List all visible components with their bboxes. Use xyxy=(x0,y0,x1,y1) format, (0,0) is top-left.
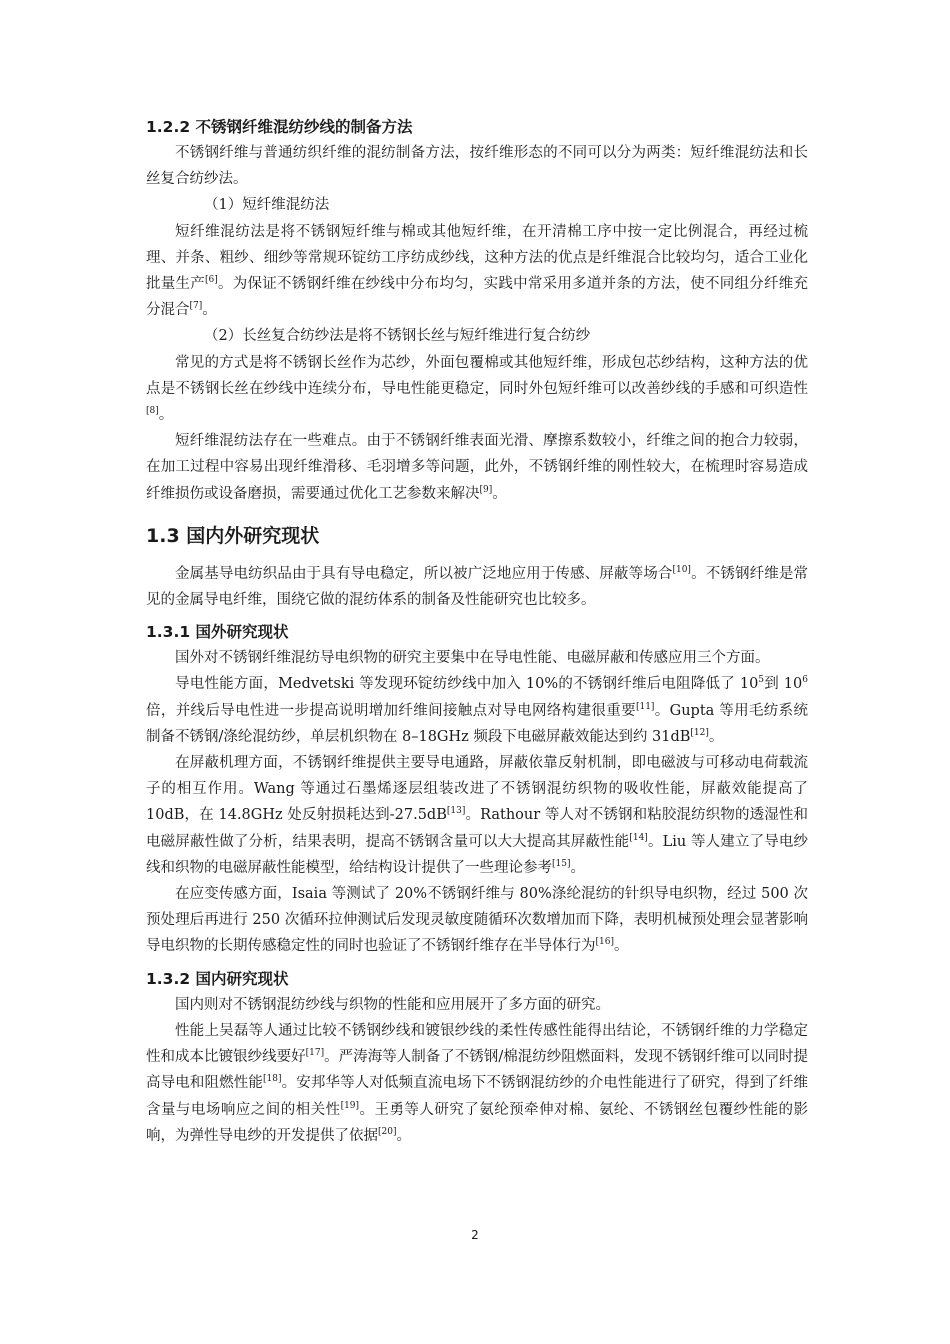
citation: [8] xyxy=(146,406,159,417)
paragraph-text: 。 xyxy=(396,1127,411,1144)
citation: [15] xyxy=(552,859,571,870)
paragraph-text: 金属基导电纺织品由于具有导电稳定，所以被广泛地应用于传感、屏蔽等场合 xyxy=(175,565,673,582)
section-heading-1-3-1: 1.3.1 国外研究现状 xyxy=(146,623,289,642)
paragraph-text: 导电性能方面，Medvetski 等发现环锭纺纱线中加入 10%的不锈钢纤维后电阻降低了 10 xyxy=(175,676,759,693)
paragraph xyxy=(146,428,808,507)
paragraph-text: 短纤维混纺法是将不锈钢短纤维与棉或其他短纤维，在开清棉工序中按一定比例混合，再经过梳理、并条、粗纱、细纱等常规环锭纺工序纺成纱线，这种方法的优点是纤维混合比较均匀，适合工业化批量生产 xyxy=(146,223,808,293)
page-number: 2 xyxy=(471,1228,479,1242)
paragraph-text: 性能上吴磊等人通过比较不锈钢纱线和镀银纱线的柔性传感性能得出结论，不锈钢纤维的力学稳定性和成本比镀银纱线要好 xyxy=(146,1022,808,1066)
paragraph-text: 。王勇等人研究了氨纶预牵伸对棉、氨纶、不锈钢丝包覆纱性能的影响，为弹性导电纱的开发提供了依据 xyxy=(146,1101,809,1144)
paragraph-text: 。 xyxy=(202,302,217,319)
section-heading-1-3-2: 1.3.2 国内研究现状 xyxy=(146,969,289,988)
paragraph-text: 。安邦华等人对低频直流电场下不锈钢混纺纱的介电性能进行了研究，得到了纤维含量与电场响应之间的相关性 xyxy=(146,1075,809,1118)
paragraph xyxy=(146,881,808,960)
paragraph-text: 。 xyxy=(613,938,629,955)
paragraph xyxy=(146,750,808,881)
citation: [6] xyxy=(205,275,218,286)
citation: [7] xyxy=(189,301,203,312)
citation: [10] xyxy=(672,565,691,576)
paragraph-text: 在应变传感方面，Isaia 等测试了 20%不锈钢纤维与 80%涤纶混纺的针织导电织物，经过 500 次预处理后再进行 250 次循环拉伸测试后发现灵敏度随循环次数增加而下降，表明机械预处理会显著影响导电织物的长期传感稳定性的同时也验证了不锈钢纤维存在半导体行为 xyxy=(146,886,808,955)
paragraph-text: 。Liu 等人建立了导电纱线和织物的电磁屏蔽性能模型，给结构设计提供了一些理论参考 xyxy=(146,833,809,876)
paragraph-text: 倍，并线后导电性进一步提高说明增加纤维间接触点对导电网络构建很重要 xyxy=(146,702,636,719)
paragraph-text: 。 xyxy=(492,485,507,502)
paragraph-text: 。 xyxy=(708,728,724,745)
paragraph-text: 。Gupta 等用毛纺系统制备不锈钢/涤纶混纺纱，单层机织物在 8–18GHz 频段下电磁屏蔽效能达到约 31dB xyxy=(146,702,808,745)
exponent: 6 xyxy=(802,675,808,686)
section-heading-1-2-2: 1.2.2 不锈钢纤维混纺纱线的制备方法 xyxy=(146,118,413,136)
paragraph-text: 短纤维混纺法存在一些难点。由于不锈钢纤维表面光滑、摩擦系数较小，纤维之间的抱合力较弱，在加工过程中容易出现纤维滑移、毛羽增多等问题，此外，不锈钢纤维的刚性较大，在梳理时容易造成纤维损伤或设备磨损，需要通过优化工艺参数来解决 xyxy=(146,433,808,502)
paragraph xyxy=(146,1018,808,1149)
citation: [17] xyxy=(305,1048,325,1059)
list-item xyxy=(146,323,808,349)
paragraph: 不锈钢纤维与普通纺织纤维的混纺制备方法，按纤维形态的不同可以分为两类：短纤维混纺法和长丝复合纺纱法。 xyxy=(146,145,808,188)
document-body xyxy=(146,114,808,1149)
citation: [18] xyxy=(263,1074,282,1085)
paragraph xyxy=(146,219,808,324)
list-item-label: （2）长丝复合纺纱法是将不锈钢长丝与短纤维进行复合纺纱 xyxy=(204,328,591,345)
paragraph-text: 。Rathour 等人对不锈钢和粘胶混纺织物的透湿性和电磁屏蔽性做了分析，结果表明，提高不锈钢含量可以大大提高其屏蔽性能 xyxy=(146,807,808,850)
paragraph xyxy=(146,561,808,613)
list-item xyxy=(146,192,808,218)
paragraph-text: 。严涛海等人制备了不锈钢/棉混纺纱阻燃面料，发现不锈钢纤维可以同时提高导电和阻燃性能 xyxy=(146,1049,808,1092)
paragraph-text: 。为保证不锈钢纤维在纱线中分布均匀，实践中常采用多道并条的方法，使不同组分纤维充分混合 xyxy=(146,276,809,319)
paragraph-text: 到 10 xyxy=(764,676,803,693)
citation: [12] xyxy=(690,728,709,739)
citation: [13] xyxy=(446,806,466,817)
paragraph: 国外对不锈钢纤维混纺导电织物的研究主要集中在导电性能、电磁屏蔽和传感应用三个方面。 xyxy=(175,650,770,667)
exponent: 5 xyxy=(758,675,765,686)
citation: [9] xyxy=(479,484,493,495)
paragraph xyxy=(146,350,808,429)
paragraph-text: 。不锈钢纤维是常见的金属导电纤维，围绕它做的混纺体系的制备及性能研究也比较多。 xyxy=(146,565,809,609)
paragraph: 国内则对不锈钢混纺纱线与织物的性能和应用展开了多方面的研究。 xyxy=(175,996,610,1013)
paragraph xyxy=(146,671,808,750)
list-item-label: （1）短纤维混纺法 xyxy=(204,197,330,214)
paragraph-text: 。 xyxy=(570,859,585,876)
citation: [19] xyxy=(340,1100,360,1111)
paragraph-text: 。 xyxy=(158,407,174,424)
citation: [14] xyxy=(629,832,648,843)
citation: [20] xyxy=(378,1126,397,1137)
section-heading-1-3: 1.3 国内外研究现状 xyxy=(146,524,320,547)
paragraph-text: 常见的方式是将不锈钢长丝作为芯纱，外面包覆棉或其他短纤维，形成包芯纱结构，这种方法的优点是不锈钢长丝在纱线中连续分布，导电性能更稳定，同时外包短纤维可以改善纱线的手感和可织造性 xyxy=(146,354,808,397)
citation: [16] xyxy=(595,937,614,948)
paragraph-text: 在屏蔽机理方面，不锈钢纤维提供主要导电通路，屏蔽依靠反射机制，即电磁波与可移动电荷载流子的相互作用。Wang 等通过石墨烯逐层组装改进了不锈钢混纺织物的吸收性能，屏蔽效能提高了 10dB，在 14.8GHz 处反射损耗达到-27.5dB xyxy=(146,755,808,824)
citation: [11] xyxy=(635,701,655,712)
